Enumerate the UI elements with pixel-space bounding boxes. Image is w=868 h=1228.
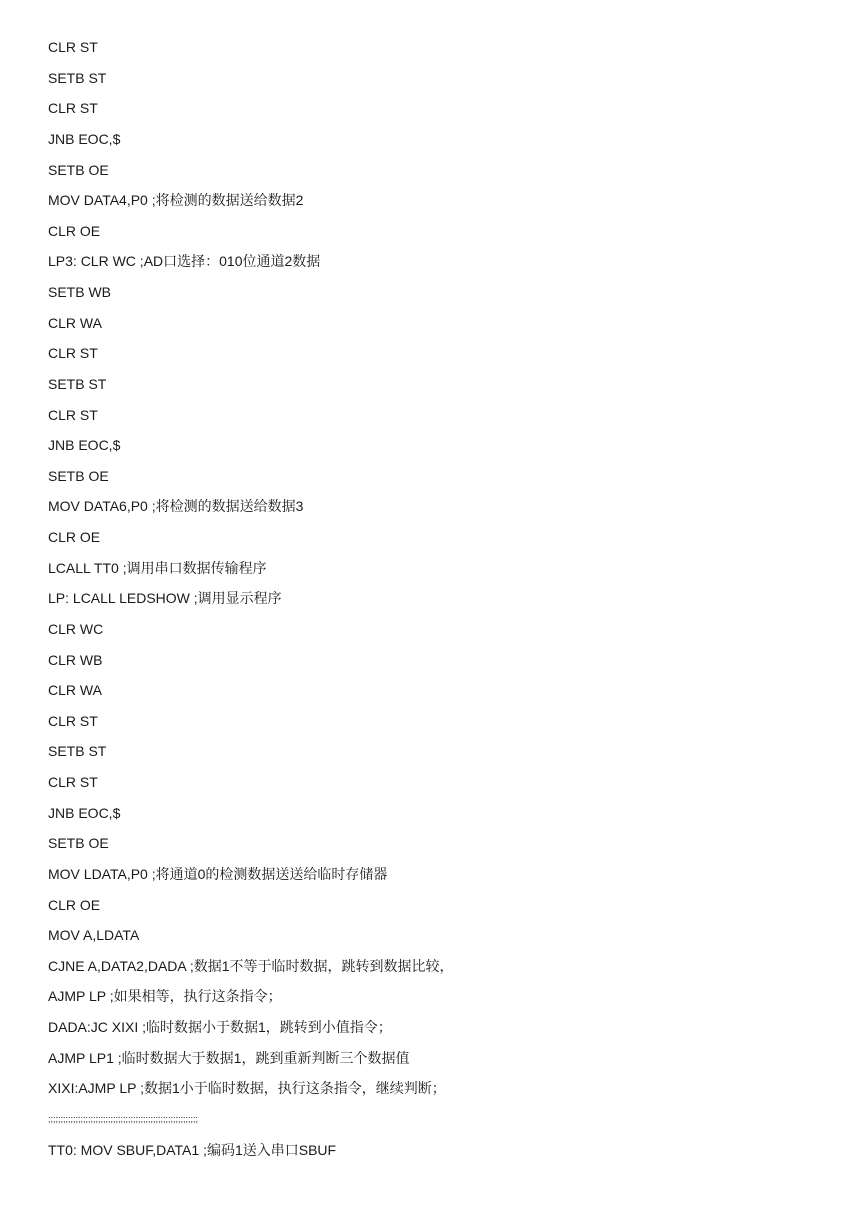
code-line: LP3: CLR WC ;AD口选择：010位通道2数据 xyxy=(48,253,321,270)
code-line: SETB OE xyxy=(48,835,109,852)
code-line: SETB ST xyxy=(48,375,107,392)
code-line: CLR OE xyxy=(48,222,101,239)
code-line: LP: LCALL LEDSHOW ;调用显示程序 xyxy=(48,590,282,607)
code-line: MOV DATA4,P0 ;将检测的数据送给数据2 xyxy=(48,192,304,209)
code-line: XIXI:AJMP LP ;数据1小于临时数据，执行这条指令，继续判断； xyxy=(48,1080,446,1097)
code-line: MOV LDATA,P0 ;将通道0的检测数据送送给临时存储器 xyxy=(48,865,388,882)
code-line: SETB OE xyxy=(48,161,109,178)
code-line: CLR ST xyxy=(48,774,98,790)
code-line: CLR ST xyxy=(48,712,98,729)
code-line: MOV DATA6,P0 ;将检测的数据送给数据3 xyxy=(48,498,304,515)
code-line: JNB EOC,$ xyxy=(48,130,121,147)
code-line: MOV A,LDATA xyxy=(48,927,140,944)
code-line: CLR WA xyxy=(48,314,102,331)
code-line: SETB OE xyxy=(48,467,109,484)
code-line: TT0: MOV SBUF,DATA1 ;编码1送入串口SBUF xyxy=(48,1141,337,1158)
code-line: SETB ST xyxy=(48,69,107,86)
code-line: CLR WC xyxy=(48,620,104,637)
code-line: CLR WA xyxy=(48,682,102,699)
code-line: DADA:JC XIXI ;临时数据小于数据1，跳转到小值指令； xyxy=(48,1019,392,1035)
code-line: SETB WB xyxy=(48,284,112,300)
code-line: LCALL TT0 ;调用串口数据传输程序 xyxy=(48,559,267,576)
code-line: CLR ST xyxy=(48,345,98,362)
code-line: CLR ST xyxy=(48,100,98,117)
separator-line: ;;;;;;;;;;;;;;;;;;;;;;;;;;;;;;;;;;;;;;;;;;;;;;;;;;;;;;;;;;;; xyxy=(48,1113,199,1124)
code-line: CLR ST xyxy=(48,39,98,55)
code-line: CLR WB xyxy=(48,651,103,668)
code-line: CJNE A,DATA2,DADA ;数据1不等于临时数据，跳转到数据比较， xyxy=(48,957,454,974)
code-line: CLR OE xyxy=(48,896,101,913)
assembly-code-listing xyxy=(48,36,454,1169)
code-line: JNB EOC,$ xyxy=(48,437,121,454)
code-line: JNB EOC,$ xyxy=(48,804,121,821)
code-line: AJMP LP ;如果相等，执行这条指令； xyxy=(48,988,282,1005)
code-line: AJMP LP1 ;临时数据大于数据1，跳到重新判断三个数据值 xyxy=(48,1049,410,1066)
code-line: CLR ST xyxy=(48,406,98,423)
code-line: CLR OE xyxy=(48,529,101,545)
code-line: SETB ST xyxy=(48,743,107,760)
